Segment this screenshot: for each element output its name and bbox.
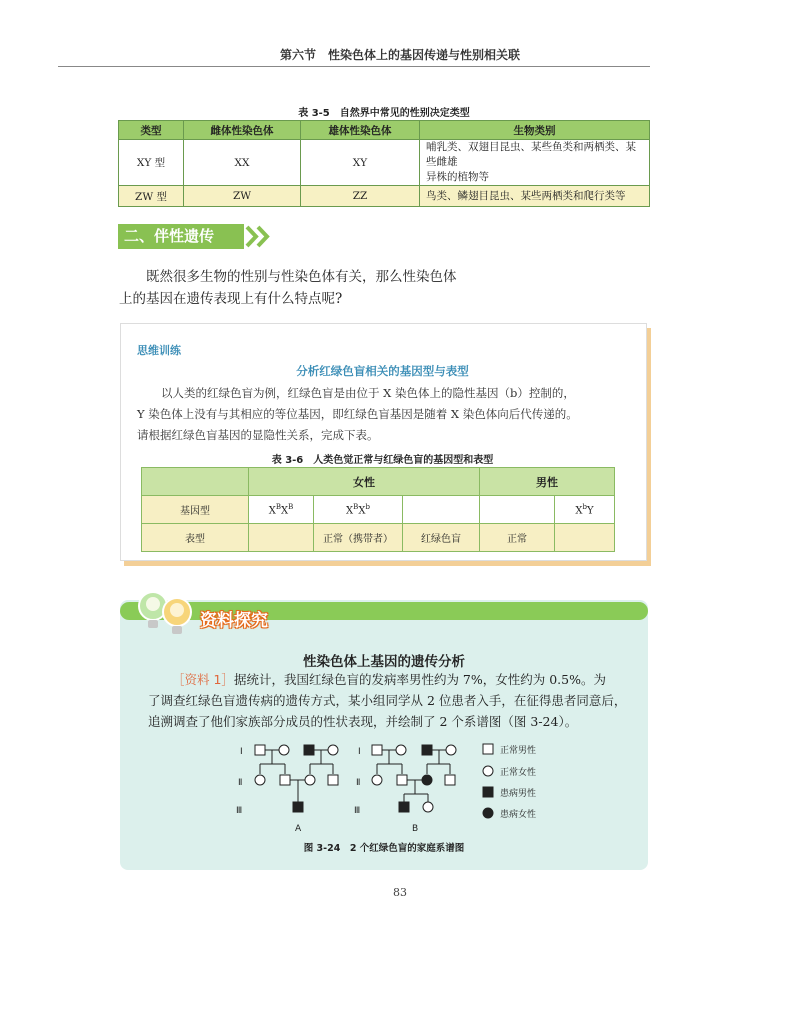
thinking-paragraph-line: 请根据红绿色盲基因的显隐性关系，完成下表。 [137, 428, 379, 442]
normal-male-symbol [280, 775, 290, 785]
generation-label: Ⅱ [356, 778, 361, 788]
normal-female-symbol [255, 775, 265, 785]
phenotype-cell-blank [555, 524, 615, 552]
thinking-label: 思维训练 [137, 344, 181, 357]
organisms-line: 哺乳类、双翅目昆虫、某些鱼类和两栖类、某些雌雄 [426, 141, 636, 168]
table-cell: ZW [184, 186, 301, 207]
legend-label: 正常女性 [500, 768, 537, 778]
table-row [119, 186, 650, 207]
legend-normal-male-icon [483, 744, 493, 754]
data-research-badge: 资料探究 [200, 611, 268, 631]
female-header: 女性 [249, 468, 480, 496]
double-chevron-icon [244, 224, 274, 249]
normal-female-symbol [328, 745, 338, 755]
genotype-cell: $X^bY$ [555, 496, 615, 524]
phenotype-cell: 正常 [480, 524, 555, 552]
male-header: 男性 [480, 468, 615, 496]
generation-label: Ⅲ [354, 806, 361, 816]
page-header-title: 第六节 性染色体上的基因传递与性别相关联 [279, 48, 520, 62]
genotype-cell-blank [403, 496, 480, 524]
legend-affected-female-icon [483, 808, 493, 818]
phenotype-row [142, 524, 615, 552]
affected-male-symbol [422, 745, 432, 755]
normal-male-symbol [255, 745, 265, 755]
table-3-5-caption: 表 3-5 自然界中常见的性别决定类型 [298, 108, 470, 119]
normal-male-symbol [372, 745, 382, 755]
legend-normal-female-icon [483, 766, 493, 776]
generation-label: Ⅱ [238, 778, 243, 788]
normal-female-symbol [423, 802, 433, 812]
genotype-cell: $X^BX^b$ [314, 496, 403, 524]
table-cell: XX [184, 140, 301, 186]
pedigree-label: B [412, 824, 419, 834]
data-paragraph-line: 追溯调查了他们家族部分成员的性状表现，并绘制了 2 个系谱图（图 3-24）。 [148, 714, 578, 729]
affected-male-symbol [399, 802, 409, 812]
generation-label: Ⅲ [236, 806, 243, 816]
table-3-6-caption: 表 3-6 人类色觉正常与红绿色盲的基因型和表型 [271, 455, 494, 466]
data-paragraph-line: 了调查红绿色盲遗传病的遗传方式，某小组同学从 2 位患者入手，在征得患者同意后， [148, 693, 627, 708]
organisms-line: 异株的植物等 [426, 171, 489, 183]
empty-corner-cell [142, 468, 249, 496]
section-title: 二、伴性遗传 [118, 224, 244, 249]
normal-male-symbol [445, 775, 455, 785]
normal-female-symbol [396, 745, 406, 755]
normal-male-symbol [397, 775, 407, 785]
pedigree-figure [120, 738, 648, 838]
genotype-cell-blank [480, 496, 555, 524]
phenotype-label: 表型 [142, 524, 249, 552]
table-header-row [142, 468, 615, 496]
normal-female-symbol [446, 745, 456, 755]
legend-label: 正常男性 [500, 746, 537, 756]
genotype-row [142, 496, 615, 524]
table-3-6 [141, 467, 615, 552]
header-cell: 生物类别 [420, 121, 650, 140]
table-cell: ZZ [301, 186, 420, 207]
data-research-title: 性染色体上基因的遗传分析 [303, 654, 465, 670]
phenotype-cell: 红绿色盲 [403, 524, 480, 552]
legend-affected-male-icon [483, 787, 493, 797]
normal-female-symbol [372, 775, 382, 785]
header-cell: 类型 [119, 121, 184, 140]
phenotype-cell-blank [249, 524, 314, 552]
affected-female-symbol [422, 775, 432, 785]
generation-label: Ⅰ [240, 747, 243, 757]
thinking-paragraph-line: Y 染色体上没有与其相应的等位基因，即红绿色盲基因是随着 X 染色体向后代传递的。 [137, 407, 578, 421]
lightbulb-icon [133, 588, 197, 638]
table-cell: 鸟类、鳞翅目昆虫、某些两栖类和爬行类等 [420, 186, 650, 207]
affected-male-symbol [293, 802, 303, 812]
data-paragraph-line: ［资料 1］据统计，我国红绿色盲的发病率男性约为 7%，女性约为 0.5%。为 [172, 672, 606, 687]
figure-caption: 图 3-24 2 个红绿色盲的家庭系谱图 [303, 843, 465, 854]
table-cell: XY 型 [119, 140, 184, 186]
normal-female-symbol [305, 775, 315, 785]
intro-line: 上的基因在遗传表现上有什么特点呢? [119, 291, 343, 307]
affected-male-symbol [304, 745, 314, 755]
page-number: 83 [393, 886, 407, 899]
header-cell: 雌体性染色体 [184, 121, 301, 140]
table-header-row [119, 121, 650, 140]
legend-label: 患病男性 [500, 789, 537, 799]
thinking-paragraph-line: 以人类的红绿色盲为例，红绿色盲是由位于 X 染色体上的隐性基因（b）控制的， [161, 386, 575, 400]
phenotype-cell: 正常（携带者） [314, 524, 403, 552]
generation-label: Ⅰ [358, 747, 361, 757]
normal-female-symbol [279, 745, 289, 755]
normal-male-symbol [328, 775, 338, 785]
table-cell [420, 140, 650, 186]
genotype-cell: $X^BX^B$ [249, 496, 314, 524]
table-3-5 [118, 120, 650, 207]
legend-label: 患病女性 [500, 810, 537, 820]
pedigree-label: A [295, 824, 302, 834]
table-cell: ZW 型 [119, 186, 184, 207]
genotype-label: 基因型 [142, 496, 249, 524]
table-row [119, 140, 650, 186]
reference-label: ［资料 1］ [172, 672, 234, 687]
header-divider [58, 66, 650, 67]
intro-line: 既然很多生物的性别与性染色体有关，那么性染色体 [146, 269, 457, 285]
thinking-title: 分析红绿色盲相关的基因型与表型 [296, 364, 469, 378]
header-cell: 雄体性染色体 [301, 121, 420, 140]
table-cell: XY [301, 140, 420, 186]
